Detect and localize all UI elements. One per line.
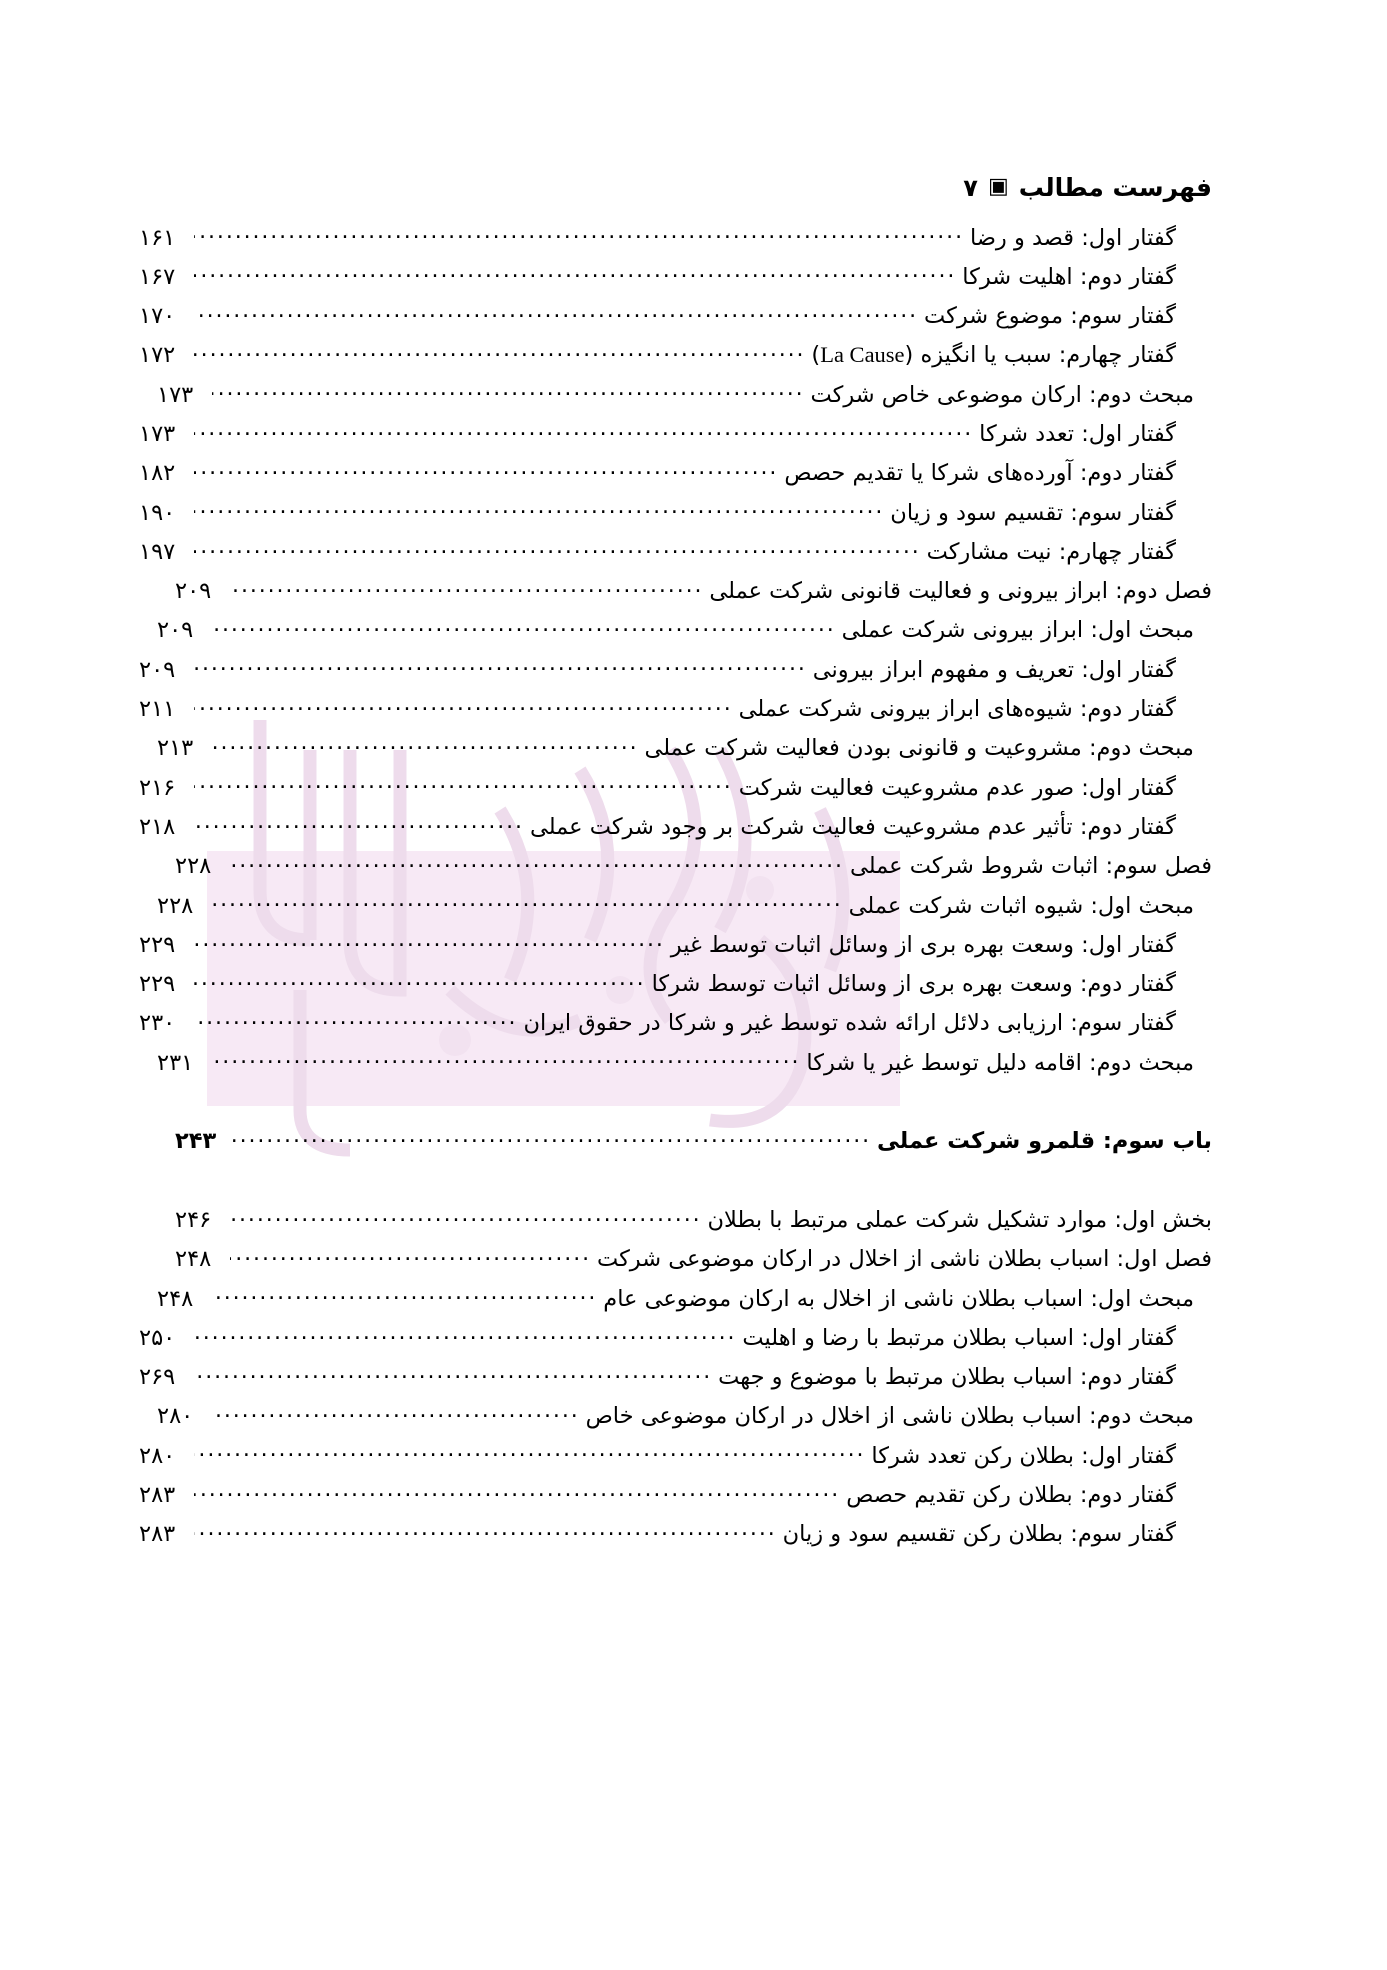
toc-entry-label: گفتار سوم: موضوع شرکت (924, 303, 1176, 330)
toc-entry-label: گفتار سوم: تقسیم سود و زیان (890, 499, 1176, 526)
toc-leader-dots (212, 890, 843, 913)
toc-entry[interactable] (139, 497, 1212, 536)
toc-entry-label: گفتار اول: بطلان رکن تعدد شرکا (871, 1442, 1176, 1469)
toc-entry-label: گفتار دوم: شیوه‌های ابراز بیرونی شرکت عملی (738, 696, 1176, 723)
toc-entry-label: گفتار اول: تعدد شرکا (979, 420, 1176, 447)
latin-term: La Cause (820, 342, 905, 368)
toc-entry-page: ۲۳۱ (157, 1049, 194, 1076)
toc-leader-dots (212, 1047, 800, 1070)
toc-entry[interactable] (139, 418, 1212, 457)
toc-entry[interactable] (175, 1244, 1212, 1283)
toc-entry-label: بخش اول: موارد تشکیل شرکت عملی مرتبط با بطلان (707, 1206, 1212, 1233)
toc-leader-dots (230, 851, 844, 874)
toc-entry-label: گفتار اول: قصد و رضا (969, 224, 1176, 251)
toc-leader-dots (194, 536, 921, 559)
toc-leader-dots (230, 576, 703, 599)
toc-entry[interactable] (175, 851, 1212, 890)
toc-entry[interactable] (139, 1008, 1212, 1047)
toc-leader-dots (230, 1126, 871, 1149)
toc-leader-dots (194, 929, 665, 952)
toc-leader-dots (230, 1204, 701, 1227)
page-number: ۷ (963, 173, 978, 202)
toc-entry-label: فصل سوم: اثبات شروط شرکت عملی (849, 853, 1212, 880)
toc-entry[interactable] (139, 969, 1212, 1008)
toc-entry[interactable] (157, 1283, 1212, 1322)
toc-leader-dots (194, 1008, 517, 1031)
toc-entry-label: گفتار دوم: بطلان رکن تقدیم حصص (846, 1482, 1176, 1508)
toc-entry-label: گفتار چهارم: سبب یا انگیزه (La Cause) (811, 342, 1176, 369)
toc-leader-dots (194, 1480, 840, 1503)
toc-entry-page: ۱۷۳ (157, 381, 194, 408)
toc-entry-page: ۲۰۹ (157, 617, 194, 644)
toc-entry-page: ۲۲۹ (139, 931, 176, 958)
toc-entry-page: ۲۱۸ (139, 813, 176, 840)
toc-entry[interactable] (139, 340, 1212, 379)
toc-leader-dots (212, 615, 836, 638)
toc-leader-dots (194, 458, 778, 481)
toc-entry-page: ۱۷۰ (139, 303, 176, 330)
toc-entry-page: ۲۴۸ (157, 1285, 194, 1312)
toc-entry-label: گفتار اول: اسباب بطلان مرتبط با رضا و اهلیت (742, 1324, 1176, 1351)
toc-entry[interactable] (139, 222, 1212, 261)
toc-entry[interactable] (139, 1440, 1212, 1479)
toc-entry-page: ۲۸۰ (157, 1403, 194, 1430)
toc-entry-label: مبحث دوم: اسباب بطلان ناشی از اخلال در ارکان موضوعی خاص (585, 1403, 1194, 1430)
toc-leader-dots (194, 1440, 865, 1463)
toc-entry-page: ۲۶۹ (139, 1364, 176, 1391)
toc-entry[interactable] (139, 1480, 1212, 1519)
toc-entry-page: ۲۸۰ (139, 1442, 176, 1469)
toc-entry[interactable] (157, 615, 1212, 654)
toc-entry-label: مبحث اول: شیوه اثبات شرکت عملی (848, 892, 1194, 919)
toc-leader-dots (194, 301, 918, 324)
toc-entry-page: ۲۲۹ (139, 971, 176, 998)
toc-entry[interactable] (139, 536, 1212, 575)
toc-entry-label: مبحث دوم: مشروعیت و قانونی بودن فعالیت شرکت عملی (644, 735, 1194, 762)
toc-entry[interactable] (139, 1362, 1212, 1401)
toc-entry[interactable] (139, 772, 1212, 811)
toc-entry-label: باب سوم: قلمرو شرکت عملی (877, 1128, 1212, 1155)
toc-entry-page: ۱۹۰ (139, 499, 176, 526)
toc-leader-dots (194, 811, 524, 834)
toc-entry-page: ۱۸۲ (139, 460, 176, 487)
toc-entry[interactable] (139, 811, 1212, 850)
toc-entry[interactable] (139, 261, 1212, 300)
toc-leader-dots (194, 654, 807, 677)
toc-entry-page: ۲۸۳ (139, 1521, 176, 1548)
toc-entry-page: ۲۴۳ (175, 1128, 217, 1155)
toc-entry-label: مبحث اول: اسباب بطلان ناشی از اخلال به ارکان موضوعی عام (603, 1285, 1194, 1312)
toc-entry-label: گفتار دوم: اهلیت شرکا (962, 263, 1176, 290)
toc-leader-dots (194, 497, 884, 520)
toc-entry-page: ۲۸۳ (139, 1482, 176, 1508)
toc-entry-page: ۲۳۰ (139, 1010, 176, 1037)
toc-leader-dots (212, 1283, 597, 1306)
toc-leader-dots (194, 1362, 712, 1385)
toc-entry-label: گفتار اول: صور عدم مشروعیت فعالیت شرکت (738, 774, 1176, 801)
toc-entry-page: ۲۱۱ (139, 696, 176, 723)
toc-entry-label: گفتار اول: تعریف و مفهوم ابراز بیرونی (812, 656, 1176, 683)
toc-leader-dots (212, 733, 638, 756)
toc-entry[interactable] (175, 1204, 1212, 1243)
toc-entry-label: فصل اول: اسباب بطلان ناشی از اخلال در ارکان موضوعی شرکت (597, 1246, 1212, 1273)
toc-entry-label: گفتار سوم: بطلان رکن تقسیم سود و زیان (782, 1521, 1176, 1548)
toc-entry-label: فصل دوم: ابراز بیرونی و فعالیت قانونی شرکت عملی (709, 578, 1212, 605)
toc-entry-page: ۲۲۸ (157, 892, 194, 919)
toc-entry-page: ۲۰۹ (139, 656, 176, 683)
toc-entry[interactable] (139, 1322, 1212, 1361)
toc-entry-label: مبحث دوم: اقامه دلیل توسط غیر یا شرکا (806, 1049, 1194, 1076)
toc-entry-label: مبحث دوم: ارکان موضوعی خاص شرکت (810, 381, 1194, 408)
toc-leader-dots (194, 1322, 736, 1345)
toc-leader-dots (212, 1401, 580, 1424)
toc-entry-page: ۲۲۸ (175, 853, 212, 880)
toc-entry-page: ۲۱۶ (139, 774, 176, 801)
toc-entry-label: گفتار دوم: اسباب بطلان مرتبط با موضوع و جهت (718, 1364, 1176, 1391)
toc-entry-page: ۲۱۳ (157, 735, 194, 762)
toc-entry-label: مبحث اول: ابراز بیرونی شرکت عملی (841, 617, 1194, 644)
toc-leader-dots (194, 261, 956, 284)
toc-leader-dots (194, 969, 646, 992)
toc-leader-dots (230, 1244, 591, 1267)
square-bullet-icon: ▣ (987, 173, 1009, 199)
toc-leader-dots (194, 772, 733, 795)
toc-entry[interactable] (139, 458, 1212, 497)
toc-entry-label: گفتار دوم: وسعت بهره بری از وسائل اثبات توسط شرکا (651, 971, 1176, 998)
toc-spacer (175, 1087, 1212, 1126)
toc-entry-page: ۲۴۶ (175, 1206, 212, 1233)
page-title: فهرست مطالب (1018, 173, 1212, 202)
toc-entry[interactable] (139, 654, 1212, 693)
toc-leader-dots (194, 222, 964, 245)
toc-entry-label: گفتار سوم: ارزیابی دلائل ارائه شده توسط غیر و شرکا در حقوق ایران (523, 1010, 1176, 1037)
toc-entry-label: گفتار دوم: آورده‌های شرکا یا تقدیم حصص (784, 460, 1176, 487)
toc-leader-dots (194, 418, 973, 441)
toc-entry-page: ۱۶۷ (139, 263, 176, 290)
toc-entry-page: ۲۴۸ (175, 1246, 212, 1273)
toc-entry[interactable] (139, 1519, 1212, 1558)
toc-spacer (175, 1165, 1212, 1204)
toc-entry-label: گفتار چهارم: نیت مشارکت (926, 538, 1176, 565)
toc-entry[interactable] (175, 1126, 1212, 1165)
toc-leader-dots (194, 694, 733, 717)
toc-entry-page: ۱۷۳ (139, 420, 176, 447)
toc-leader-dots (212, 379, 805, 402)
toc-entry-page: ۱۶۱ (139, 224, 176, 251)
toc-entry-label: گفتار دوم: تأثیر عدم مشروعیت فعالیت شرکت بر وجود شرکت عملی (529, 813, 1176, 840)
toc-leader-dots (194, 1519, 777, 1542)
toc-entry[interactable] (175, 576, 1212, 615)
toc-entry[interactable] (157, 1401, 1212, 1440)
page-header (175, 173, 1212, 202)
toc-leader-dots (194, 340, 805, 363)
toc-entry[interactable] (139, 694, 1212, 733)
toc-entry-page: ۲۵۰ (139, 1324, 176, 1351)
toc-entry[interactable] (157, 890, 1212, 929)
toc-entry-page: ۱۷۲ (139, 342, 176, 369)
toc-entry[interactable] (157, 379, 1212, 418)
toc-entry-label: گفتار اول: وسعت بهره بری از وسائل اثبات توسط غیر (670, 931, 1176, 958)
toc-entry[interactable] (157, 1047, 1212, 1086)
toc-entry-page: ۲۰۹ (175, 578, 212, 605)
table-of-contents (139, 222, 1212, 1558)
toc-entry[interactable] (139, 929, 1212, 968)
toc-entry[interactable] (157, 733, 1212, 772)
toc-entry-page: ۱۹۷ (139, 538, 176, 565)
toc-entry[interactable] (139, 301, 1212, 340)
